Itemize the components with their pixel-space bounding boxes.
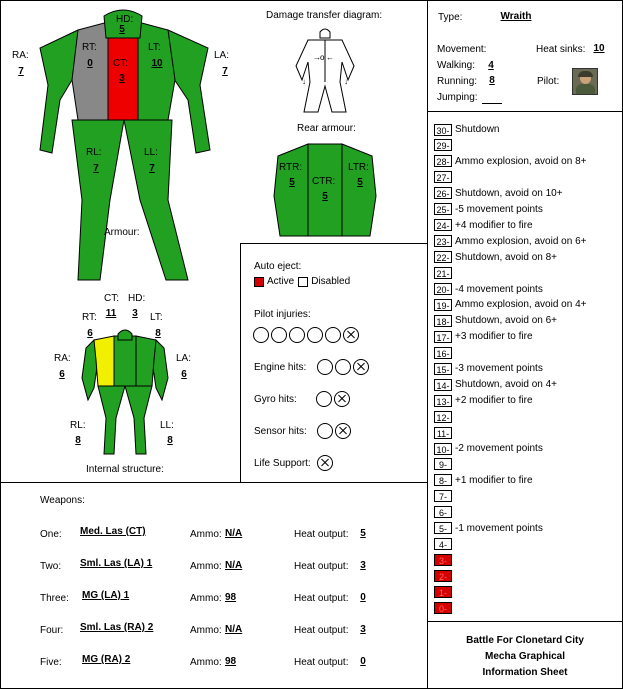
heat-level-box[interactable]: 23- (434, 235, 452, 247)
heat-effect-label: Shutdown, avoid on 10+ (455, 187, 563, 199)
heat-effect-label: Shutdown, avoid on 6+ (455, 315, 558, 327)
armour-ct-label: CT: (113, 58, 128, 69)
heat-scale-row[interactable] (434, 505, 455, 520)
armour-la-value: 7 (222, 66, 228, 77)
armour-rl-label: RL: (86, 147, 102, 158)
armour-diagram (0, 0, 245, 300)
auto-eject-label: Auto eject: (254, 261, 302, 272)
heat-effect-label: Shutdown, avoid on 4+ (455, 379, 558, 391)
is-rt-value: 6 (87, 328, 93, 339)
weapon-slot-label: Three: (40, 593, 69, 604)
weapon-heat-value: 3 (360, 624, 366, 635)
sensor-hit-box[interactable] (335, 423, 351, 439)
heat-level-box[interactable]: 7- (434, 490, 452, 502)
heat-scale-row[interactable] (434, 409, 455, 424)
rear-armour-center (308, 144, 342, 236)
heat-level-box[interactable]: 20- (434, 283, 452, 295)
heat-level-box[interactable]: 22- (434, 251, 452, 263)
pilot-label: Pilot: (537, 76, 560, 87)
heat-effect-label: Shutdown (455, 124, 500, 135)
armour-hd-label: HD: (116, 14, 134, 25)
weapon-ammo-value: 98 (225, 592, 237, 603)
is-ct-label: CT: (104, 293, 119, 304)
heat-level-box[interactable]: 5- (434, 522, 452, 534)
auto-eject-active-label: Active (267, 276, 295, 287)
is-ra-value: 6 (59, 369, 65, 380)
is-rt-label: RT: (82, 312, 97, 323)
is-ct-value: 11 (105, 308, 117, 319)
heat-level-box[interactable]: 3- (434, 554, 452, 566)
is-rl-value: 8 (75, 435, 81, 446)
weapon-name: MG (RA) 2 (82, 654, 131, 665)
pilot-injury-box[interactable] (289, 327, 305, 343)
armour-rl-value: 7 (93, 163, 99, 174)
rear-armour-left (342, 144, 376, 236)
sheet-title-line3: Information Sheet (482, 667, 568, 678)
is-left-torso (136, 336, 156, 386)
rear-ltr-value: 5 (357, 177, 363, 188)
heat-scale-row[interactable] (434, 377, 557, 392)
heat-level-box[interactable]: 6- (434, 506, 452, 518)
weapon-ammo-label: Ammo: (190, 593, 222, 604)
movement-label: Movement: (437, 44, 487, 55)
heat-scale-row[interactable] (434, 329, 533, 344)
weapon-slot-label: One: (40, 529, 62, 540)
heat-effect-label: -4 movement points (455, 283, 543, 295)
svg-text:→: → (313, 53, 321, 62)
heat-level-box[interactable]: 13- (434, 395, 452, 407)
armour-left-leg (124, 120, 188, 280)
armour-lt-label: LT: (148, 42, 161, 53)
is-caption: Internal structure: (86, 464, 164, 475)
heat-scale-row[interactable] (434, 282, 543, 297)
heat-scale-list (428, 122, 618, 617)
heat-level-box[interactable]: 12- (434, 411, 452, 423)
heat-scale-row[interactable] (434, 154, 586, 169)
rear-rtr-value: 5 (289, 177, 295, 188)
heat-scale-row[interactable] (434, 441, 543, 456)
heat-level-box[interactable]: 24- (434, 219, 452, 231)
pilot-injury-box[interactable] (343, 327, 359, 343)
pilot-injury-box[interactable] (325, 327, 341, 343)
life-support-label: Life Support: (254, 458, 311, 469)
armour-caption: Armour: (104, 227, 140, 238)
heat-scale-row[interactable] (434, 170, 455, 185)
walking-label: Walking: (437, 60, 475, 71)
damage-transfer-diagram (280, 26, 370, 116)
armour-right-leg (72, 120, 124, 280)
internal-structure-diagram (80, 328, 170, 458)
engine-hit-box[interactable] (353, 359, 369, 375)
gyro-hit-box[interactable] (334, 391, 350, 407)
weapons-title: Weapons: (40, 495, 85, 506)
heat-scale-row[interactable] (434, 218, 533, 233)
running-value: 8 (489, 75, 495, 86)
is-la-label: LA: (176, 353, 192, 364)
svg-text:↓: ↓ (302, 77, 306, 86)
rear-ltr-label: LTR: (348, 162, 369, 173)
engine-hits-tracker (317, 359, 371, 375)
armour-hd-value: 5 (119, 24, 125, 35)
heat-scale-row[interactable] (434, 489, 455, 504)
heat-scale-row[interactable] (434, 297, 586, 312)
sensor-hit-box[interactable] (317, 423, 333, 439)
life-support-tracker (317, 455, 335, 471)
heat-scale-row[interactable] (434, 457, 455, 472)
heat-effect-label: -1 movement points (455, 522, 543, 534)
rear-armour-right (274, 144, 308, 236)
weapon-heat-label: Heat output: (294, 625, 349, 636)
weapon-name: Med. Las (CT) (80, 526, 146, 537)
jumping-label: Jumping: (437, 92, 478, 103)
sheet-title-line2: Mecha Graphical (484, 651, 566, 662)
armour-ct-value: 3 (119, 73, 125, 84)
weapon-heat-value: 5 (360, 528, 366, 539)
heat-scale-row[interactable] (434, 473, 533, 488)
heat-scale-row[interactable] (434, 234, 586, 249)
armour-lt-value: 10 (151, 58, 163, 69)
armour-right-arm (40, 30, 78, 153)
weapon-ammo-value: 98 (225, 656, 237, 667)
weapon-heat-label: Heat output: (294, 529, 349, 540)
weapon-ammo-value: N/A (225, 624, 243, 635)
heat-scale-row[interactable] (434, 266, 455, 281)
engine-hits-label: Engine hits: (254, 362, 307, 373)
walking-value: 4 (488, 60, 494, 71)
heat-effect-label: +2 modifier to fire (455, 395, 533, 407)
gyro-hits-tracker (316, 391, 352, 407)
heat-level-box[interactable]: 29- (434, 139, 452, 151)
is-left-leg (125, 386, 152, 454)
heat-scale-row[interactable] (434, 521, 543, 536)
heat-level-box[interactable]: 11- (434, 427, 452, 439)
svg-text:o: o (320, 53, 325, 62)
is-right-torso (94, 336, 114, 386)
weapon-name: Sml. Las (LA) 1 (80, 558, 153, 569)
heat-level-box[interactable]: 28- (434, 155, 452, 167)
is-hd-label: HD: (128, 293, 146, 304)
heat-scale-row[interactable] (434, 585, 455, 600)
weapon-heat-label: Heat output: (294, 593, 349, 604)
armour-left-arm (168, 30, 210, 153)
is-lt-value: 8 (155, 328, 161, 339)
heat-level-box[interactable]: 1- (434, 586, 452, 598)
is-right-leg (98, 386, 125, 454)
running-label: Running: (437, 76, 478, 87)
is-head (118, 330, 132, 340)
heat-sinks-label: Heat sinks: (536, 44, 586, 55)
heat-level-box[interactable]: 18- (434, 315, 452, 327)
svg-text:←: ← (326, 53, 334, 62)
rear-armour-diagram (270, 136, 380, 240)
heat-effect-label: Ammo explosion, avoid on 6+ (455, 235, 587, 247)
heat-level-box[interactable]: 10- (434, 443, 452, 455)
heat-scale-row[interactable] (434, 361, 543, 376)
pilot-injuries-label: Pilot injuries: (254, 309, 311, 320)
is-hd-value: 3 (132, 308, 138, 319)
armour-la-label: LA: (214, 50, 230, 61)
armour-ra-label: RA: (12, 50, 29, 61)
gyro-hits-label: Gyro hits: (254, 394, 297, 405)
heat-effect-label: -5 movement points (455, 203, 543, 215)
heat-level-box[interactable]: 21- (434, 267, 452, 279)
weapon-ammo-label: Ammo: (190, 561, 222, 572)
armour-right-torso (72, 22, 108, 120)
heat-level-box[interactable]: 4- (434, 538, 452, 550)
heat-scale-row[interactable] (434, 553, 455, 568)
heat-level-box[interactable]: 15- (434, 363, 452, 375)
rear-ctr-label: CTR: (312, 176, 336, 187)
weapon-name: Sml. Las (RA) 2 (80, 622, 154, 633)
svg-text:↓: ↓ (344, 77, 348, 86)
heat-level-box[interactable]: 14- (434, 379, 452, 391)
auto-eject-options (254, 276, 350, 287)
engine-hit-box[interactable] (317, 359, 333, 375)
heat-scale-row[interactable] (434, 601, 455, 616)
is-ll-label: LL: (160, 420, 174, 431)
heat-scale-row[interactable] (434, 202, 543, 217)
weapon-heat-value: 3 (360, 560, 366, 571)
gyro-hit-box[interactable] (316, 391, 332, 407)
heat-effect-label: Shutdown, avoid on 8+ (455, 251, 558, 263)
heat-effect-label: Ammo explosion, avoid on 8+ (455, 155, 587, 167)
rear-rtr-label: RTR: (279, 162, 303, 173)
heat-effect-label: -3 movement points (455, 363, 543, 375)
heat-level-box[interactable]: 2- (434, 570, 452, 582)
heat-level-box[interactable]: 8- (434, 474, 452, 486)
jumping-value (482, 92, 502, 104)
weapon-heat-value: 0 (360, 656, 366, 667)
type-value: Wraith (500, 11, 532, 22)
weapon-heat-value: 0 (360, 592, 366, 603)
heat-scale-row[interactable] (434, 122, 499, 137)
heat-level-box[interactable]: 30- (434, 124, 452, 136)
heat-level-box[interactable]: 17- (434, 331, 452, 343)
is-la-value: 6 (181, 369, 187, 380)
pilot-injury-box[interactable] (307, 327, 323, 343)
is-ll-value: 8 (167, 435, 173, 446)
pilot-injury-box[interactable] (253, 327, 269, 343)
heat-scale-row[interactable] (434, 138, 455, 153)
heat-effect-label: Ammo explosion, avoid on 4+ (455, 299, 587, 311)
is-rl-label: RL: (70, 420, 86, 431)
damage-transfer-title: Damage transfer diagram: (266, 10, 383, 21)
heat-scale-row[interactable] (434, 425, 455, 440)
pilot-injury-box[interactable] (271, 327, 287, 343)
heat-scale-row[interactable] (434, 313, 557, 328)
heat-level-box[interactable]: 27- (434, 171, 452, 183)
heat-level-box[interactable]: 25- (434, 203, 452, 215)
heat-effect-label: +3 modifier to fire (455, 331, 533, 343)
auto-eject-disabled-label: Disabled (311, 276, 351, 287)
auto-eject-disabled-checkbox[interactable] (298, 277, 308, 287)
armour-ra-value: 7 (18, 66, 24, 77)
heat-effect-label: +4 modifier to fire (455, 219, 533, 231)
armour-rt-label: RT: (82, 42, 97, 53)
weapons-table (0, 520, 428, 680)
sensor-hits-tracker (317, 423, 353, 439)
armour-ll-label: LL: (144, 147, 158, 158)
heat-level-box[interactable]: 19- (434, 299, 452, 311)
rear-armour-title: Rear armour: (297, 123, 356, 134)
weapon-heat-label: Heat output: (294, 561, 349, 572)
pilot-injuries-tracker (253, 327, 361, 343)
heat-scale-row[interactable] (434, 250, 557, 265)
weapon-slot-label: Two: (40, 561, 62, 572)
weapon-heat-label: Heat output: (294, 657, 349, 668)
sheet-title-line1: Battle For Clonetard City (466, 635, 584, 646)
heat-scale-row[interactable] (434, 186, 563, 201)
heat-level-box[interactable]: 16- (434, 347, 452, 359)
auto-eject-active-checkbox[interactable] (254, 277, 264, 287)
heat-effect-label: +1 modifier to fire (455, 474, 533, 486)
armour-rt-value: 0 (87, 58, 93, 69)
heat-level-box[interactable]: 0- (434, 602, 452, 614)
sensor-hits-label: Sensor hits: (254, 426, 307, 437)
heat-scale-row[interactable] (434, 569, 455, 584)
heat-scale-row[interactable] (434, 393, 533, 408)
life-support-box[interactable] (317, 455, 333, 471)
is-ra-label: RA: (54, 353, 71, 364)
pilot-portrait-icon (572, 68, 598, 95)
rear-ctr-value: 5 (322, 191, 328, 202)
sheet-title (428, 633, 622, 681)
type-label: Type: (438, 12, 463, 23)
weapon-slot-label: Four: (40, 625, 64, 636)
heat-level-box[interactable]: 9- (434, 458, 452, 470)
weapon-name: MG (LA) 1 (82, 590, 130, 601)
heat-scale-row[interactable] (434, 345, 455, 360)
is-lt-label: LT: (150, 312, 163, 323)
weapon-slot-label: Five: (40, 657, 62, 668)
weapon-ammo-value: N/A (225, 560, 243, 571)
engine-hit-box[interactable] (335, 359, 351, 375)
weapon-ammo-label: Ammo: (190, 657, 222, 668)
armour-ll-value: 7 (149, 163, 155, 174)
heat-scale-row[interactable] (434, 537, 455, 552)
weapon-ammo-label: Ammo: (190, 529, 222, 540)
heat-effect-label: -2 movement points (455, 443, 543, 454)
weapon-ammo-label: Ammo: (190, 625, 222, 636)
weapon-ammo-value: N/A (225, 528, 243, 539)
heat-sinks-value: 10 (593, 43, 605, 54)
heat-level-box[interactable]: 26- (434, 187, 452, 199)
is-center-torso (114, 336, 136, 386)
